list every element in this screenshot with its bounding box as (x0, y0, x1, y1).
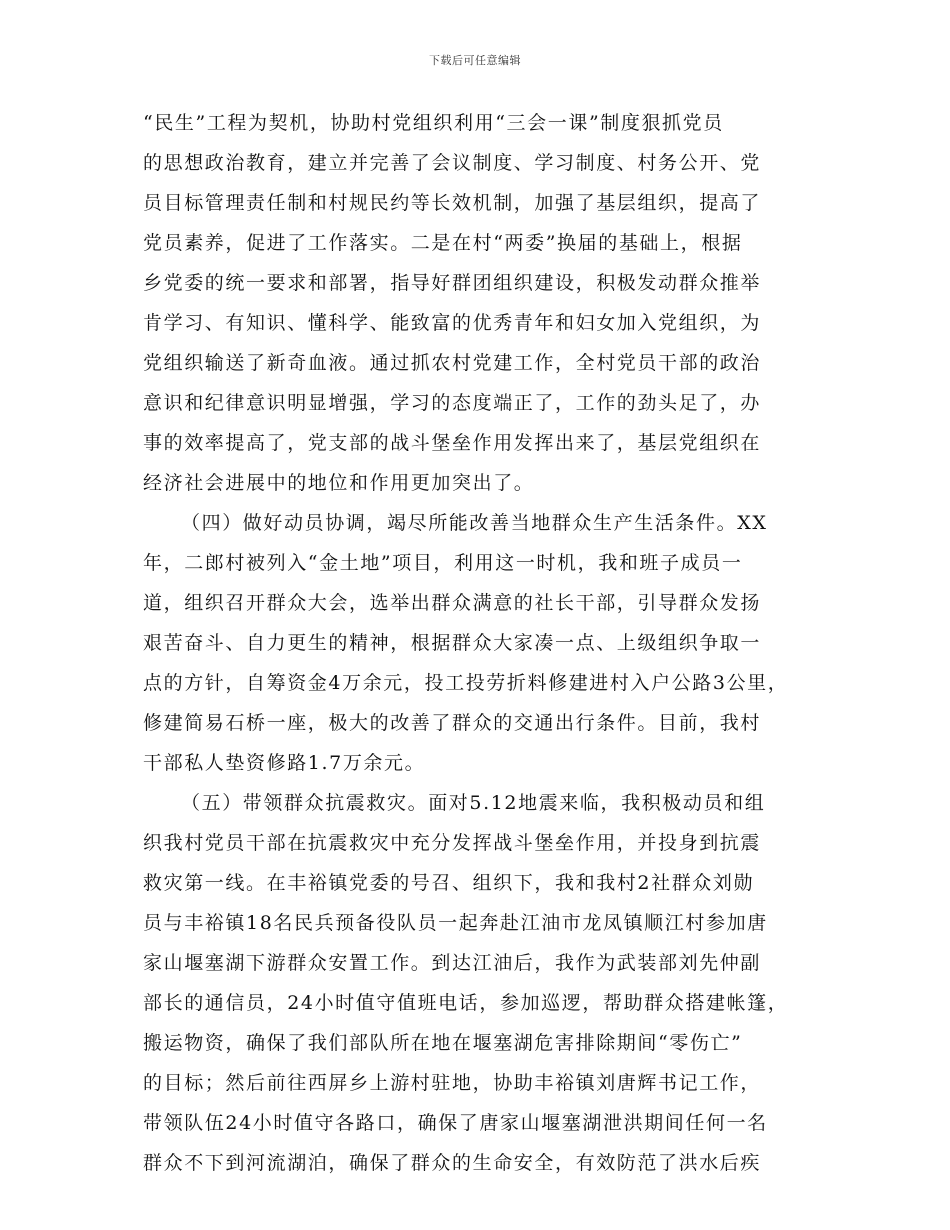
text-line: 意识和纪律意识明显增强，学习的态度端正了，工作的劲头足了，办 (143, 392, 762, 414)
text-line: 干部私人垫资修路1.7万余元。 (143, 752, 426, 774)
text-line: 艰苦奋斗、自力更生的精神，根据群众大家凑一点、上级组织争取一 (143, 632, 762, 654)
text-line: 救灾第一线。在丰裕镇党委的号召、组织下，我和我村2社群众刘勋 (143, 872, 755, 894)
text-line: 道，组织召开群众大会，选举出群众满意的社长干部，引导群众发扬 (143, 592, 762, 614)
paragraph-start-line: （五）带领群众抗震救灾。面对5.12地震来临，我积极动员和组 (181, 792, 766, 814)
text-line: “民生”工程为契机，协助村党组织利用“三会一课”制度狠抓党员 (143, 112, 724, 134)
text-line: 部长的通信员，24小时值守值班电话，参加巡逻，帮助群众搭建帐篷， (143, 992, 789, 1014)
text-line: 党员素养，促进了工作落实。二是在村“两委”换届的基础上，根据 (143, 232, 743, 254)
text-line: 搬运物资，确保了我们部队所在地在堰塞湖危害排除期间“零伤亡” (143, 1032, 743, 1054)
text-line: 点的方针，自筹资金4万余元，投工投劳折料修建进村入户公路3公里， (143, 672, 789, 694)
text-line: 员目标管理责任制和村规民约等长效机制，加强了基层组织，提高了 (143, 192, 762, 214)
paragraph-start-line: （四）做好动员协调，竭尽所能改善当地群众生产生活条件。XX (181, 512, 768, 534)
page-header: 下载后可任意编辑 (429, 54, 521, 67)
document-body (143, 103, 843, 1183)
text-line: 肯学习、有知识、懂科学、能致富的优秀青年和妇女加入党组织，为 (143, 312, 762, 334)
text-line: 带领队伍24小时值守各路口，确保了唐家山堰塞湖泄洪期间任何一名 (143, 1112, 768, 1134)
text-line: 事的效率提高了，党支部的战斗堡垒作用发挥出来了，基层党组织在 (143, 432, 762, 454)
text-line: 的思想政治教育，建立并完善了会议制度、学习制度、村务公开、党 (143, 152, 762, 174)
text-line: 员与丰裕镇18名民兵预备役队员一起奔赴江油市龙凤镇顺江村参加唐 (143, 912, 768, 934)
text-line: 群众不下到河流湖泊，确保了群众的生命安全，有效防范了洪水后疾 (143, 1152, 762, 1174)
text-line: 的目标；然后前往西屏乡上游村驻地，协助丰裕镇刘唐辉书记工作， (143, 1072, 762, 1094)
text-line: 修建简易石桥一座，极大的改善了群众的交通出行条件。目前，我村 (143, 712, 762, 734)
text-line: 家山堰塞湖下游群众安置工作。到达江油后，我作为武装部刘先仲副 (143, 952, 762, 974)
text-line: 年，二郎村被列入“金土地”项目，利用这一时机，我和班子成员一 (143, 552, 743, 574)
text-line: 织我村党员干部在抗震救灾中充分发挥战斗堡垒作用，并投身到抗震 (143, 832, 762, 854)
text-line: 党组织输送了新奇血液。通过抓农村党建工作，全村党员干部的政治 (143, 352, 762, 374)
text-line: 经济社会进展中的地位和作用更加突出了。 (143, 472, 535, 494)
text-line: 乡党委的统一要求和部署，指导好群团组织建设，积极发动群众推举 (143, 272, 762, 294)
